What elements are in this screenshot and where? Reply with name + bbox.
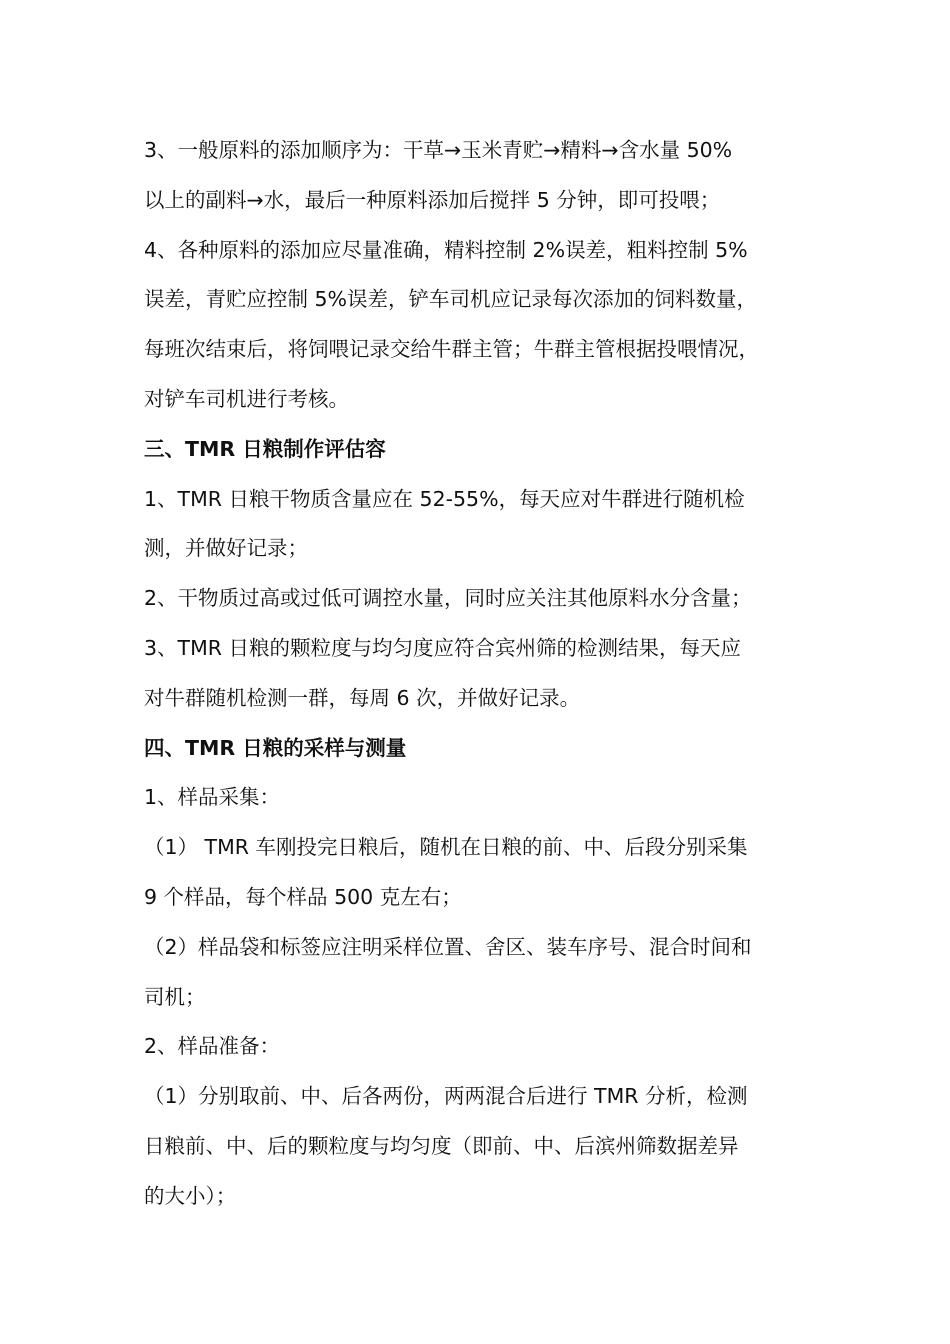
document-body: [144, 126, 824, 1222]
text-line: 以上的副料→水，最后一种原料添加后搅拌 5 分钟，即可投喂；: [144, 187, 721, 212]
text-line: 1、样品采集：: [144, 785, 281, 810]
text-line: 2、样品准备：: [144, 1034, 281, 1059]
section-heading: 四、TMR 日粮的采样与测量: [144, 735, 407, 760]
text-line: 对牛群随机检测一群，每周 6 次，并做好记录。: [144, 685, 581, 710]
text-line: 日粮前、中、后的颗粒度与均匀度（即前、中、后滨州筛数据差异: [144, 1133, 739, 1158]
text-line: 每班次结束后，将饲喂记录交给牛群主管；牛群主管根据投喂情况，: [144, 337, 759, 362]
text-line: （2）样品袋和标签应注明采样位置、舍区、装车序号、混合时间和: [144, 934, 752, 959]
text-line: 2、干物质过高或过低可调控水量，同时应关注其他原料水分含量；: [144, 586, 752, 611]
text-line: 3、TMR 日粮的颗粒度与均匀度应符合宾州筛的检测结果，每天应: [144, 635, 742, 660]
text-line: 9 个样品，每个样品 500 克左右；: [144, 884, 462, 909]
text-line: 的大小）；: [144, 1183, 237, 1208]
text-line: 误差，青贮应控制 5%误差，铲车司机应记录每次添加的饲料数量，: [144, 287, 758, 312]
text-line: 1、TMR 日粮干物质含量应在 52-55%，每天应对牛群进行随机检: [144, 486, 745, 511]
text-line: （1）分别取前、中、后各两份，两两混合后进行 TMR 分析，检测: [144, 1084, 748, 1109]
text-line: 3、一般原料的添加顺序为：干草→玉米青贮→精料→含水量 50%: [144, 138, 733, 162]
text-line: 测，并做好记录；: [144, 536, 308, 561]
text-line: 司机；: [144, 984, 206, 1009]
text-line: 4、各种原料的添加应尽量准确，精料控制 2%误差，粗料控制 5%: [144, 237, 748, 262]
text-line: 对铲车司机进行考核。: [144, 386, 349, 411]
section-heading: 三、TMR 日粮制作评估容: [144, 436, 386, 461]
text-line: （1） TMR 车刚投完日粮后，随机在日粮的前、中、后段分别采集: [144, 835, 748, 860]
